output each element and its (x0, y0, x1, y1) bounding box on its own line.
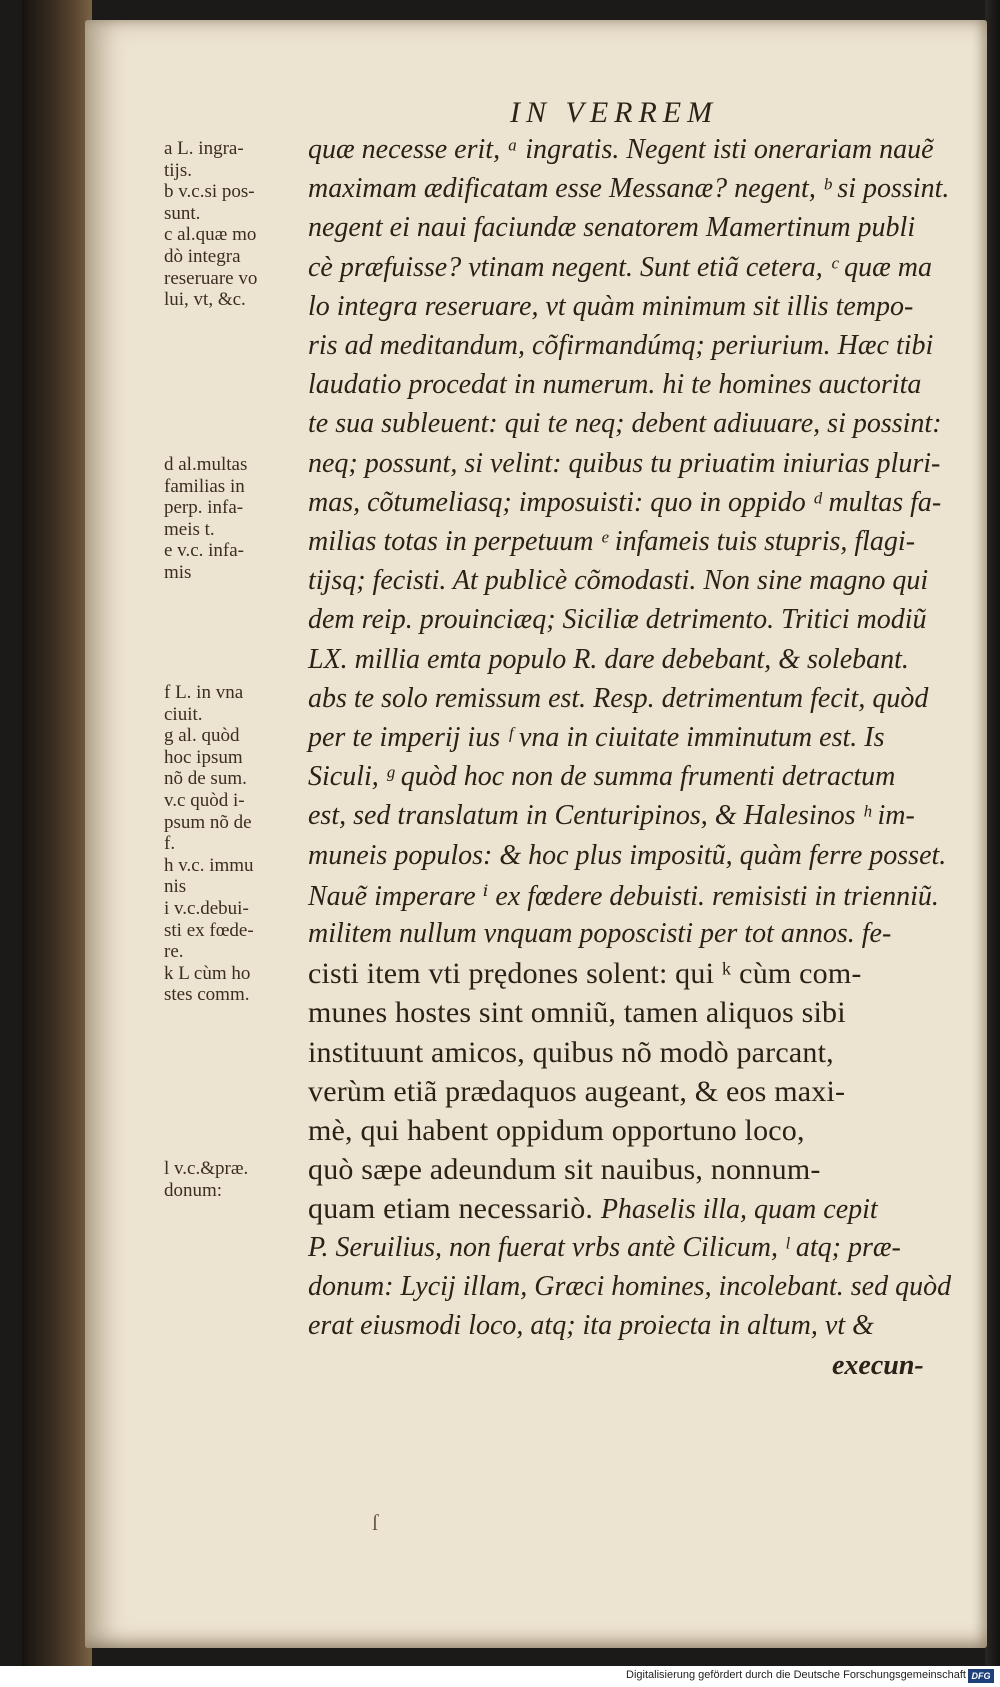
text-line: donum: Lycij illam, Græci homines, incolebant. sed quòd (308, 1270, 952, 1302)
text-line: tijsq; fecisti. At publicè cõmodasti. Non sine magno qui (308, 565, 929, 597)
margin-note-line: h v.c. immu (164, 854, 254, 876)
text-line: erat eiusmodi loco, atq; ita proiecta in altum, vt & (308, 1310, 874, 1341)
text-line: instituunt amicos, quibus nõ modò parcant, (308, 1035, 834, 1069)
margin-note-line: stes comm. (164, 984, 250, 1006)
margin-note (164, 1158, 306, 1201)
text-line: est, sed translatum in Centuripinos, & Halesinos ʰ im- (308, 800, 915, 832)
text-line: lo integra reseruare, vt quàm minimum sit illis tempo- (308, 290, 914, 322)
text-line: mè, qui habent oppidum opportuno loco, (308, 1114, 805, 1147)
text-line: verùm etiã prædaquos augeant, & eos maxi- (308, 1074, 846, 1108)
margin-note-line: dò integra (164, 245, 241, 267)
margin-note-line: re. (164, 941, 184, 963)
stray-mark: ſ (372, 1510, 379, 1535)
margin-note-line: nõ de sum. (164, 768, 247, 790)
text-line: munes hostes sint omniũ, tamen aliquos sibi (308, 996, 846, 1030)
margin-note-line: d al.multas (164, 454, 248, 475)
text-line: Nauẽ imperare ⁱ ex fœdere debuisti. remisisti in trienniũ. (308, 880, 939, 912)
margin-note-line: b v.c.si pos- (164, 181, 255, 203)
margin-note-line: sti ex fœde- (164, 919, 254, 941)
text-line: muneis populos: & hoc plus impositũ, quàm ferre posset. (308, 839, 947, 871)
margin-note-line: sunt. (164, 202, 201, 224)
margin-note-line: reseruare vo (164, 267, 258, 289)
margin-note-line: donum: (164, 1179, 223, 1201)
running-head: IN VERREM (510, 96, 719, 129)
text-line: milias totas in perpetuum ᵉ infameis tuis stupris, flagi- (308, 526, 916, 557)
margin-note-line: psum nõ de (164, 811, 252, 833)
margin-note-line: c al.quæ mo (164, 224, 257, 246)
text-line: cè præfuisse? vtinam negent. Sunt etiã cetera, ᶜ quæ ma (308, 251, 933, 283)
text-line: quam etiam necessariò. Phaselis illa, quam cepit (308, 1192, 878, 1226)
text-line: mas, cõtumeliasq; imposuisti: quo in oppido ᵈ multas fa- (308, 486, 942, 518)
margin-note-line: familias in (164, 475, 245, 497)
margin-note (164, 682, 306, 1006)
margin-note-line: i v.c.debui- (164, 897, 249, 919)
margin-note-line: e v.c. infa- (164, 540, 244, 562)
margin-note-line: perp. infa- (164, 497, 244, 519)
footer-bar (0, 1666, 1000, 1687)
text-line: Siculi, ᵍ quòd hoc non de summa frumenti detractum (308, 761, 896, 793)
margin-note-line: tijs. (164, 159, 192, 181)
margin-note (164, 454, 306, 584)
text-line: LX. millia emta populo R. dare debebant, & solebant. (308, 643, 909, 675)
text-line: quò sæpe adeundum sit nauibus, nonnum- (308, 1153, 821, 1187)
margin-note-line: meis t. (164, 518, 215, 540)
dfg-logo: DFG (968, 1669, 994, 1683)
text-line: abs te solo remissum est. Resp. detrimentum fecit, quòd (308, 682, 929, 714)
margin-note-line: hoc ipsum (164, 746, 243, 768)
catchword: execun- (832, 1350, 924, 1381)
text-line: laudatio procedat in numerum. hi te homines auctorita (308, 369, 922, 401)
margin-note-line: l v.c.&præ. (164, 1158, 249, 1179)
text-line: P. Seruilius, non fuerat vrbs antè Cilicum, ˡ atq; præ- (308, 1231, 901, 1263)
text-line: quæ necesse erit, ᵃ ingratis. Negent isti onerariam nauẽ (308, 134, 934, 165)
margin-note-line: k L cùm ho (164, 962, 251, 984)
text-line: negent ei naui faciundæ senatorem Mamertinum publi (308, 212, 916, 244)
text-line: ris ad meditandum, cõfirmandúmq; periurium. Hæc tibi (308, 330, 934, 361)
margin-note-line: mis (164, 561, 192, 583)
text-line: militem nullum vnquam poposcisti per tot annos. fe- (308, 918, 892, 949)
text-line: te sua subleuent: qui te neq; debent adiuuare, si possint: (308, 408, 942, 440)
text-line: cisti item vti prędones solent: qui ᵏ cùm com- (308, 957, 862, 991)
margin-note-line: v.c quòd i- (164, 789, 245, 811)
text-line: neq; possunt, si velint: quibus tu priuatim iniurias pluri- (308, 447, 941, 479)
margin-note (164, 138, 306, 311)
text-line: maximam ædificatam esse Messanæ? negent, ᵇ si possint. (308, 173, 950, 205)
margin-note-line: a L. ingra- (164, 138, 244, 159)
text-line: dem reip. prouinciæq; Siciliæ detrimento. Tritici modiũ (308, 604, 927, 636)
margin-note-line: nis (164, 876, 187, 898)
margin-note-line: f. (164, 833, 176, 855)
text-line: per te imperij ius ᶠ vna in ciuitate imminutum est. Is (308, 722, 885, 753)
scan-edge (985, 0, 1000, 1666)
footer-credit: Digitalisierung gefördert durch die Deutsche Forschungsgemeinschaft (626, 1669, 966, 1681)
margin-note-line: g al. quòd (164, 725, 240, 747)
margin-note-line: f L. in vna (164, 682, 244, 703)
margin-note-line: ciuit. (164, 703, 203, 725)
book-spine (22, 0, 92, 1666)
margin-note-line: lui, vt, &c. (164, 289, 246, 311)
